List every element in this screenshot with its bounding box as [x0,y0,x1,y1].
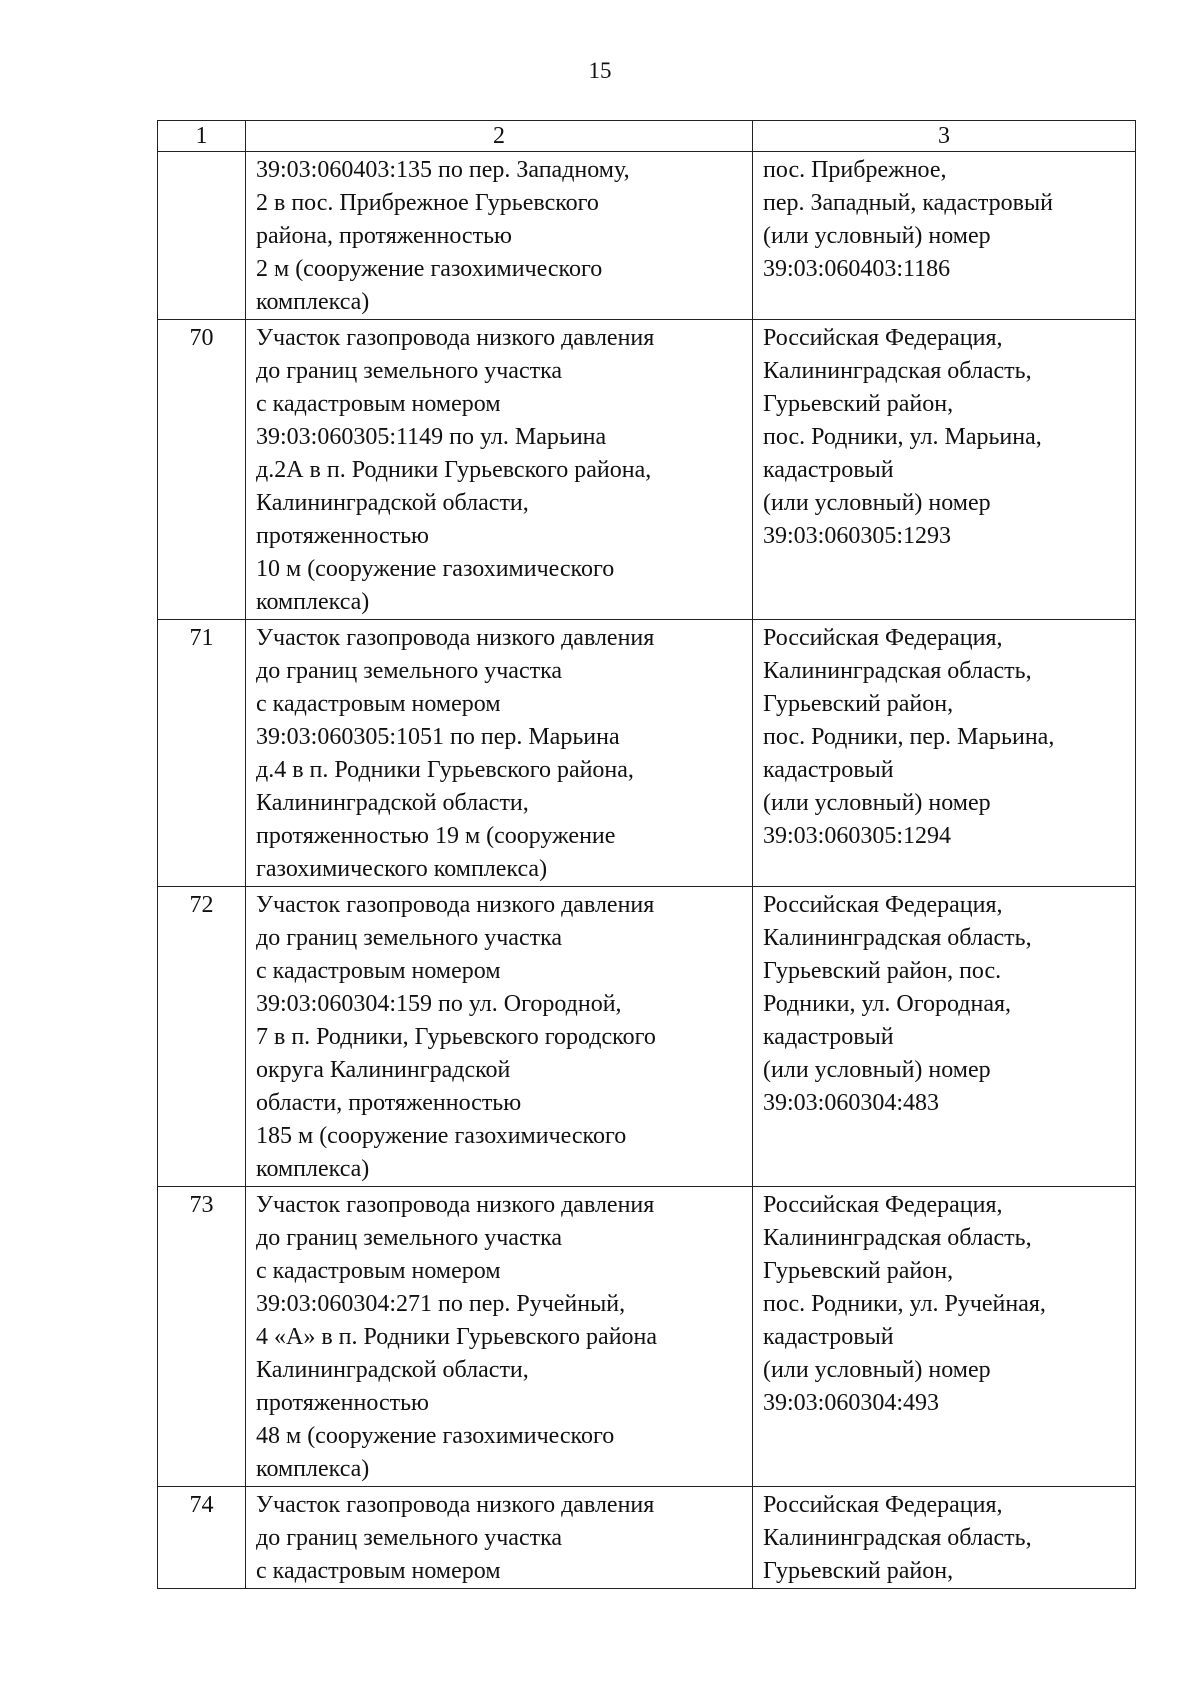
description-line: Участок газопровода низкого давления [256,625,655,651]
description-cell [246,320,753,620]
description-line: до границ земельного участка [256,925,563,951]
address-line: Калининградская область, [763,925,1032,951]
table-row [158,620,1136,887]
register-table [157,120,1136,1589]
description-line: округа Калининградской [256,1057,511,1083]
address-line: 39:03:060305:1293 [763,523,952,549]
row-number-cell: 72 [158,887,246,1187]
description-line: Участок газопровода низкого давления [256,892,655,918]
description-line: 2 м (сооружение газохимического [256,256,603,282]
description-line: до границ земельного участка [256,358,563,384]
address-line: 39:03:060305:1294 [763,823,952,849]
description-line: Участок газопровода низкого давления [256,325,655,351]
table-row [158,320,1136,620]
header-cell-1: 1 [158,121,246,152]
description-line: 39:03:060305:1149 по ул. Марьина [256,424,607,450]
description-line: протяженностью 19 м (сооружение [256,823,616,849]
address-line: Калининградская область, [763,658,1032,684]
description-cell [246,152,753,320]
row-number-cell: 70 [158,320,246,620]
description-line: Калининградской области, [256,1357,529,1383]
address-line: Российская Федерация, [763,1492,1003,1518]
description-line: протяженностью [256,523,429,549]
description-line: Калининградской области, [256,790,529,816]
address-cell [753,320,1136,620]
address-line: Российская Федерация, [763,325,1003,351]
row-number-cell: 71 [158,620,246,887]
address-line: Российская Федерация, [763,1192,1003,1218]
description-line: д.2А в п. Родники Гурьевского района, [256,457,652,483]
page-number: 15 [588,58,612,83]
table-row [158,152,1136,320]
address-line: пос. Родники, ул. Марьина, [763,424,1042,450]
description-line: 48 м (сооружение газохимического [256,1423,615,1449]
address-line: Гурьевский район, [763,1558,954,1584]
description-line: комплекса) [256,589,370,615]
address-line: 39:03:060304:493 [763,1390,940,1416]
description-line: до границ земельного участка [256,1225,563,1251]
address-line: пос. Родники, ул. Ручейная, [763,1291,1046,1317]
description-line: 39:03:060305:1051 по пер. Марьина [256,724,620,750]
description-line: Калининградской области, [256,490,529,516]
address-line: Гурьевский район, пос. [763,958,1002,984]
description-line: 39:03:060304:271 по пер. Ручейный, [256,1291,626,1317]
header-cell-3: 3 [753,121,1136,152]
description-line: газохимического комплекса) [256,856,548,882]
row-number-cell: 74 [158,1487,246,1589]
description-line: 4 «А» в п. Родники Гурьевского района [256,1324,658,1350]
address-cell [753,620,1136,887]
address-cell [753,1187,1136,1487]
address-line: кадастровый [763,1324,894,1350]
description-line: области, протяженностью [256,1090,522,1116]
row-number-cell: 73 [158,1187,246,1487]
description-line: комплекса) [256,289,370,315]
description-cell [246,1487,753,1589]
address-line: кадастровый [763,457,894,483]
address-line: (или условный) номер [763,1357,991,1383]
description-line: с кадастровым номером [256,1258,501,1284]
description-line: комплекса) [256,1456,370,1482]
address-line: Родники, ул. Огородная, [763,991,1012,1017]
description-line: с кадастровым номером [256,391,501,417]
address-line: Российская Федерация, [763,892,1003,918]
address-line: кадастровый [763,757,894,783]
table-row [158,1187,1136,1487]
description-line: Участок газопровода низкого давления [256,1192,655,1218]
address-cell [753,152,1136,320]
description-line: 2 в пос. Прибрежное Гурьевского [256,190,599,216]
table-row [158,887,1136,1187]
description-line: д.4 в п. Родники Гурьевского района, [256,757,634,783]
description-line: протяженностью [256,1390,429,1416]
address-line: Калининградская область, [763,1225,1032,1251]
description-cell [246,620,753,887]
description-line: 39:03:060403:135 по пер. Западному, [256,157,630,183]
description-line: до границ земельного участка [256,658,563,684]
description-line: района, протяженностью [256,223,512,249]
description-line: Участок газопровода низкого давления [256,1492,655,1518]
address-line: пос. Прибрежное, [763,157,947,183]
address-line: Гурьевский район, [763,691,954,717]
table-header-row [158,121,1136,152]
description-line: 10 м (сооружение газохимического [256,556,615,582]
table-row [158,1487,1136,1589]
description-line: с кадастровым номером [256,1558,501,1584]
description-line: комплекса) [256,1156,370,1182]
address-line: Российская Федерация, [763,625,1003,651]
description-cell [246,887,753,1187]
address-line: кадастровый [763,1024,894,1050]
description-line: 185 м (сооружение газохимического [256,1123,627,1149]
address-line: (или условный) номер [763,790,991,816]
description-line: 39:03:060304:159 по ул. Огородной, [256,991,622,1017]
address-line: (или условный) номер [763,1057,991,1083]
address-line: Гурьевский район, [763,1258,954,1284]
address-line: 39:03:060403:1186 [763,256,951,282]
description-cell [246,1187,753,1487]
address-line: Гурьевский район, [763,391,954,417]
description-line: с кадастровым номером [256,958,501,984]
address-line: Калининградская область, [763,358,1032,384]
address-line: 39:03:060304:483 [763,1090,940,1116]
description-line: до границ земельного участка [256,1525,563,1551]
address-line: (или условный) номер [763,490,991,516]
address-line: Калининградская область, [763,1525,1032,1551]
description-line: с кадастровым номером [256,691,501,717]
address-line: пер. Западный, кадастровый [763,190,1053,216]
address-line: пос. Родники, пер. Марьина, [763,724,1055,750]
address-cell [753,1487,1136,1589]
row-number-cell [158,152,246,320]
header-cell-2: 2 [246,121,753,152]
address-line: (или условный) номер [763,223,991,249]
description-line: 7 в п. Родники, Гурьевского городского [256,1024,656,1050]
address-cell [753,887,1136,1187]
